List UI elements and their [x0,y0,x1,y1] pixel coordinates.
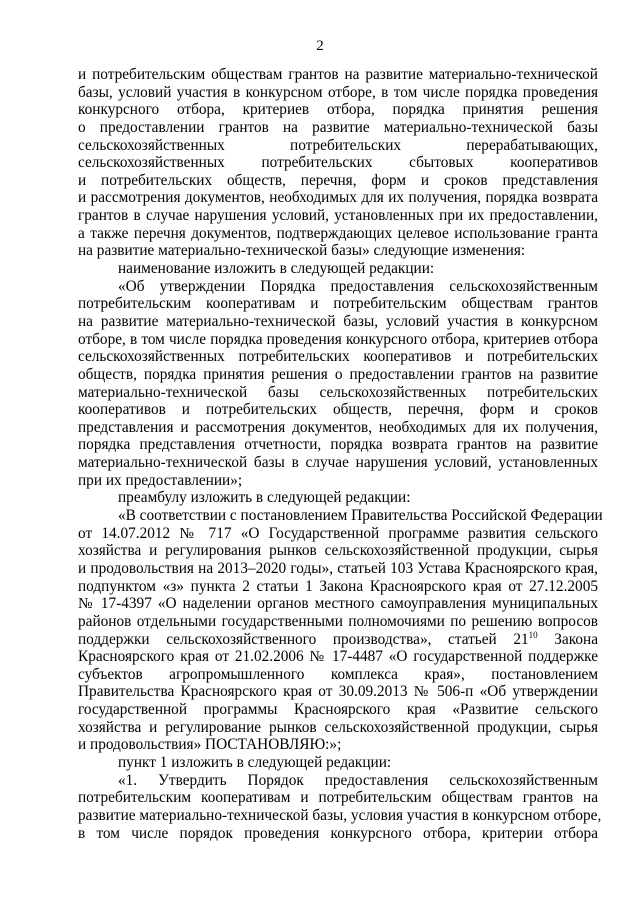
text-line: «В соответствии с постановлением Правительства Российской Федерации [118,507,603,525]
text-line: на развитие материально-технической базы, условий участия в конкурсном [78,312,598,330]
text-line: о предоставлении грантов на развитие материально-технической базы [78,118,598,136]
text-line: и потребительских обществ, перечня, форм и сроков представления [78,171,598,189]
text-line: преамбулу изложить в следующей редакции: [118,489,411,507]
text-line: хозяйства и регулирование рынков сельскохозяйственной продукции, сырья [78,718,598,736]
text-line: потребительским кооперативам и потребительским обществам грантов на [78,789,598,807]
document-body [78,66,603,842]
text-line: хозяйства и регулирования рынков сельскохозяйственной продукции, сырья [78,542,598,560]
text-line: поддержки сельскохозяйственного производства», статьей $21^{10}$ Закона [78,629,598,648]
text-line: наименование изложить в следующей редакции: [118,260,435,278]
text-line: отборе, в том числе порядка проведения конкурсного отбора, критериев отбора [78,330,598,348]
page-number: 2 [316,38,324,54]
text-line: развитие материально-технической базы, условия участия в конкурсном отборе, [78,806,602,824]
text-line: и потребительским обществам грантов на развитие материально-технической [78,66,598,83]
text-line: Правительства Красноярского края от 30.09.2013 № 506-п «Об утверждении [78,683,598,701]
text-line: «Об утверждении Порядка предоставления сельскохозяйственным [118,277,598,295]
text-line: № 17-4397 «О наделении органов местного самоуправления муниципальных [78,595,598,613]
text-line: субъектов агропромышленного комплекса края», постановлением [78,665,598,683]
text-line: и продовольствия» ПОСТАНОВЛЯЮ:»; [78,736,342,754]
text-line: в том числе порядок проведения конкурсного отбора, критерии отбора [78,824,598,842]
text-line: и рассмотрения документов, необходимых для их получения, порядка возврата [78,189,598,207]
text-line: а также перечня документов, подтверждающих целевое использование гранта [78,224,598,242]
text-line: грантов в случае нарушения условий, установленных при их предоставлении, [78,207,598,225]
text-line: на развитие материально-технической базы» следующие изменения: [78,242,526,260]
text-line: сельскохозяйственных потребительских сбытовых кооперативов [78,154,598,172]
text-line: материально-технической базы в случае нарушения условий, установленных [78,454,598,472]
text-line: конкурсного отбора, критериев отбора, порядка принятия решения [78,101,598,119]
text-line: «1. Утвердить Порядок предоставления сельскохозяйственным [118,771,598,789]
text-line: потребительским кооперативам и потребительским обществам грантов [78,295,598,313]
text-line: сельскохозяйственных потребительских кооперативов и потребительских [78,348,598,366]
text-line: и продовольствия на 2013–2020 годы», статьей 103 Устава Красноярского края, [78,559,598,577]
text-line: от 14.07.2012 № 717 «О Государственной программе развития сельского [78,524,598,542]
text-line: порядка представления отчетности, порядка возврата грантов на развитие [78,436,598,454]
text-line: подпунктом «з» пункта 2 статьи 1 Закона Красноярского края от 27.12.2005 [78,577,598,595]
text-line: сельскохозяйственных потребительских перерабатывающих, [78,136,598,154]
text-line: государственной программы Красноярского края «Развитие сельского [78,701,598,719]
text-line: кооперативов и потребительских обществ, перечня, форм и сроков [78,401,598,419]
text-line: районов отдельными государственными полномочиями по решению вопросов [78,612,598,630]
text-line: базы, условий участия в конкурсном отборе, в том числе порядка проведения [78,83,598,101]
text-line: обществ, порядка принятия решения о предоставлении грантов на развитие [78,365,598,383]
text-line: при их предоставлении»; [78,471,243,489]
text-line: пункт 1 изложить в следующей редакции: [118,753,392,771]
text-line: представления и рассмотрения документов, необходимых для их получения, [78,418,598,436]
text-line: Красноярского края от 21.02.2006 № 17-4487 «О государственной поддержке [78,648,598,666]
text-line: материально-технической базы сельскохозяйственных потребительских [78,383,598,401]
